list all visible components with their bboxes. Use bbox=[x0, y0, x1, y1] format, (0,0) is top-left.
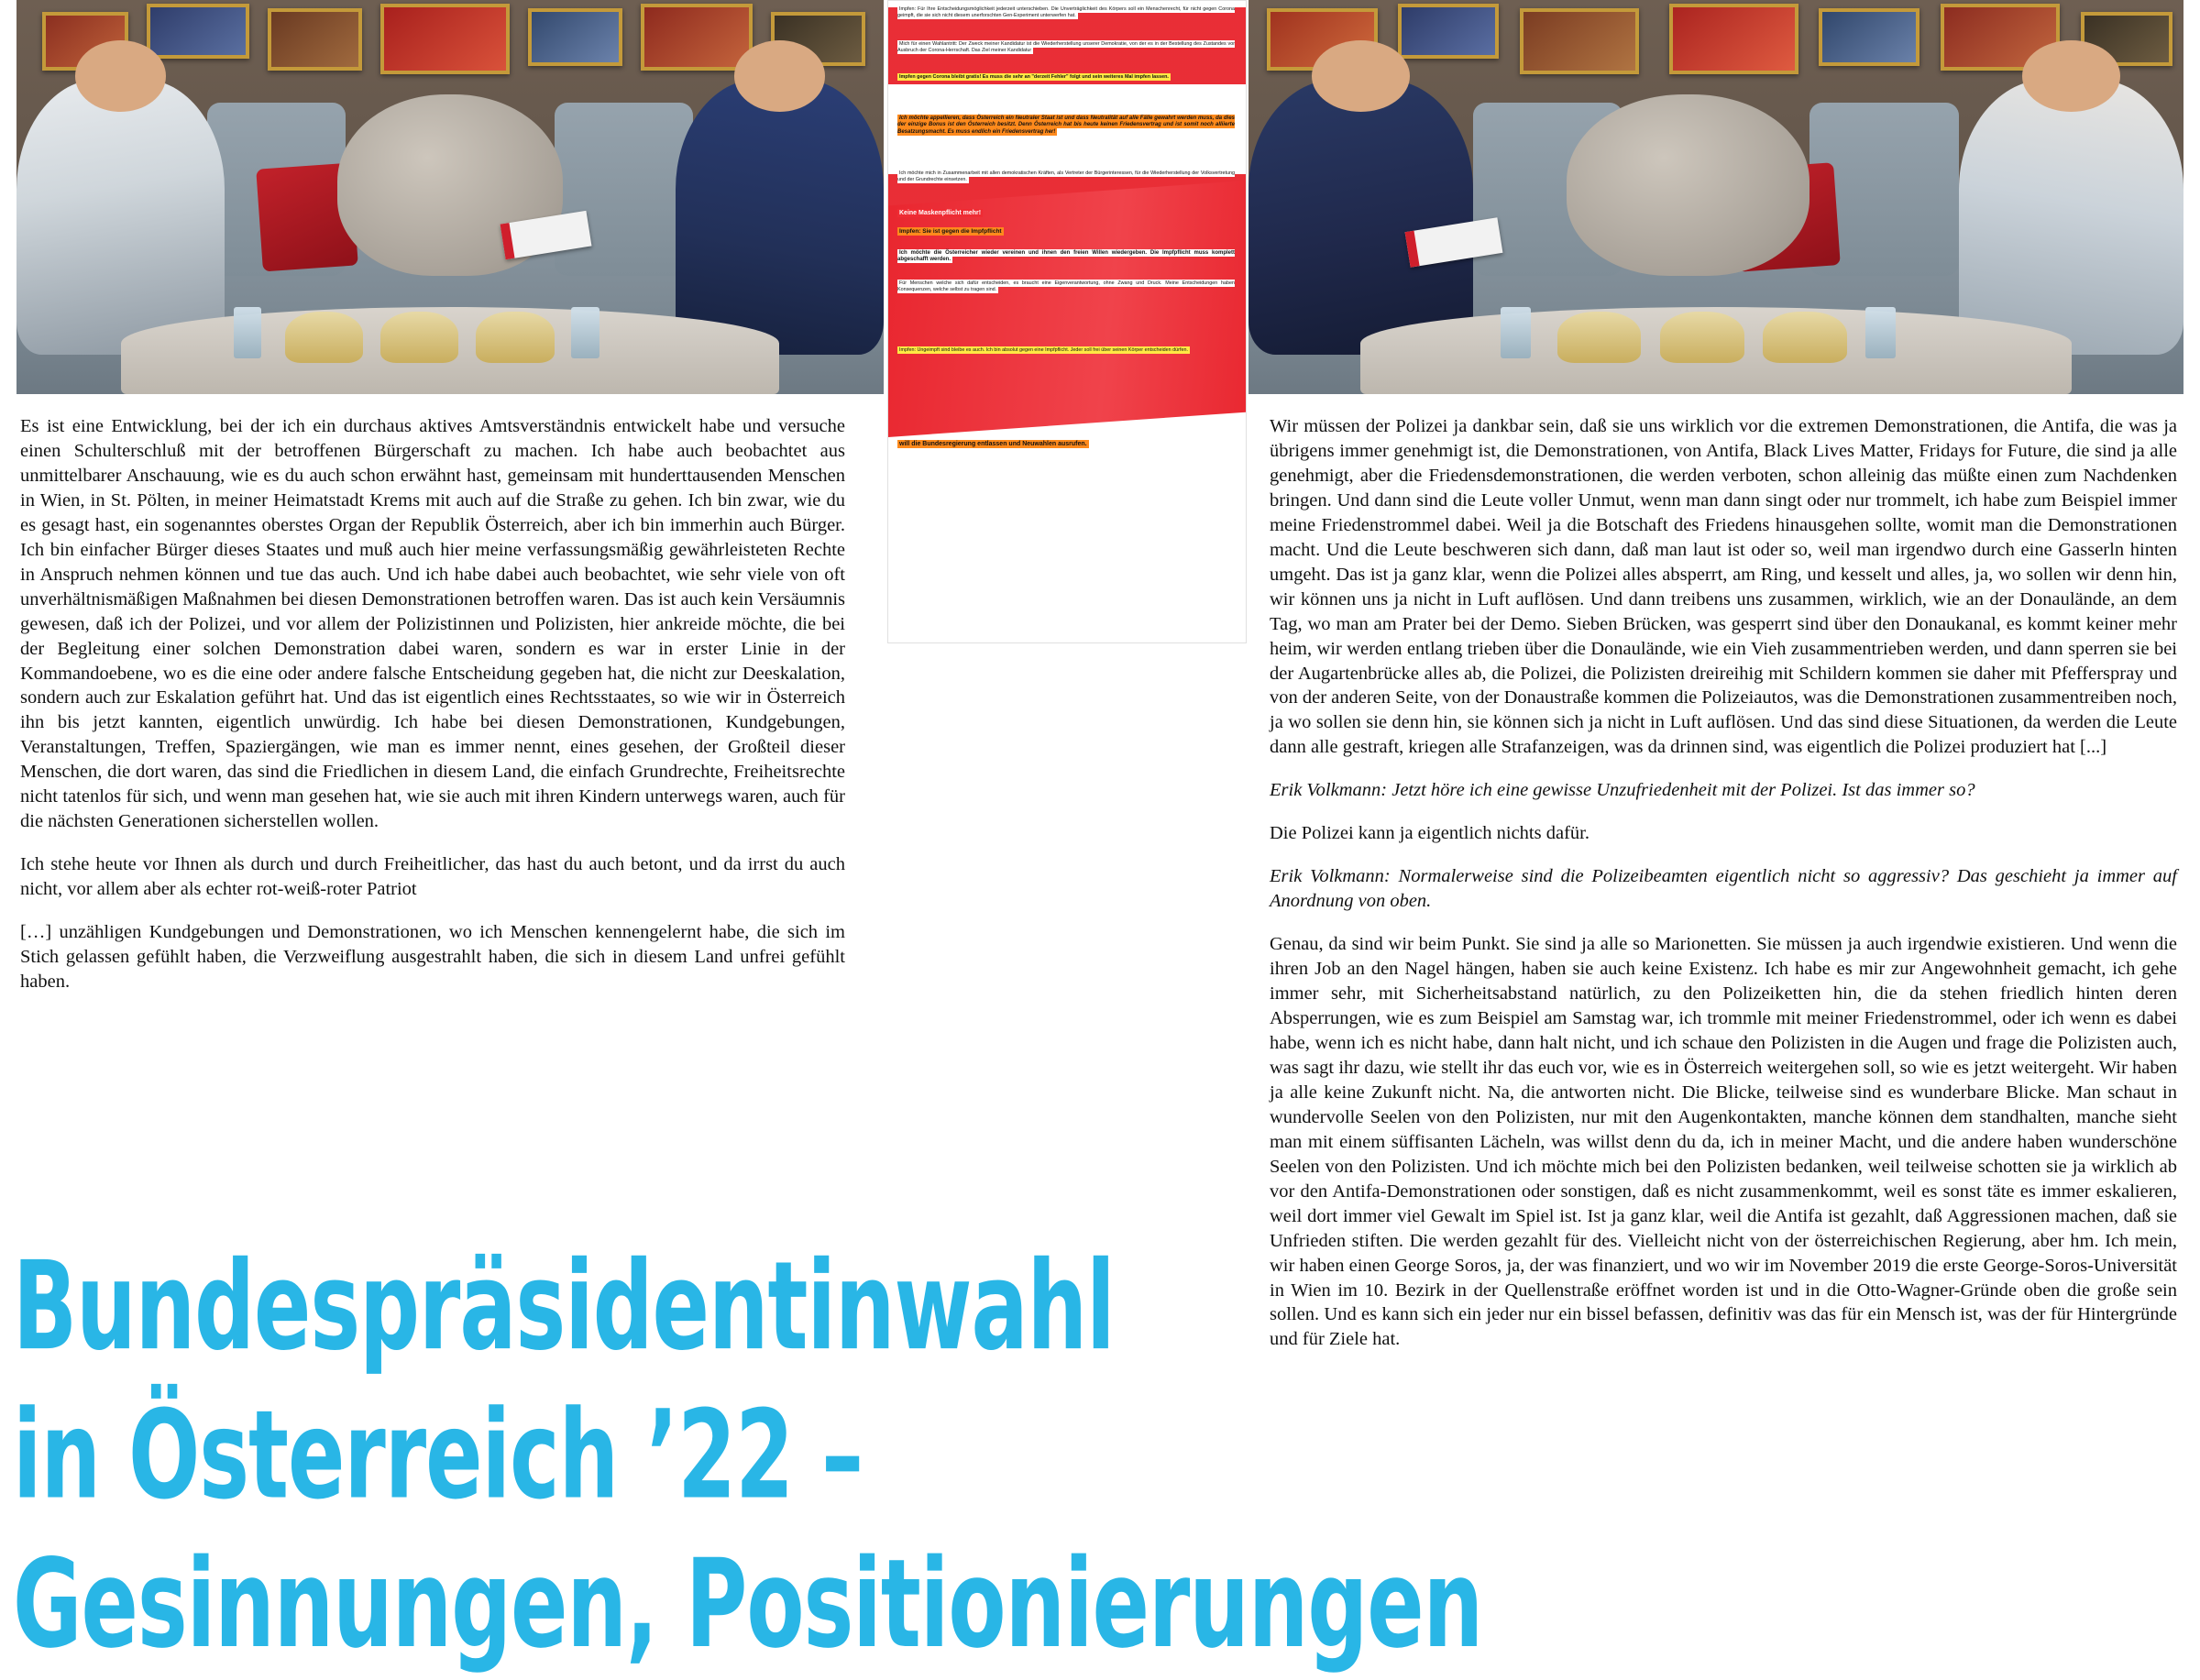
interviewer-question: Erik Volkmann: Jetzt höre ich eine gewisse Unzufriedenheit mit der Polizei. Ist das immer so? bbox=[1270, 780, 1975, 801]
picture-frame bbox=[528, 8, 622, 67]
tea-set bbox=[285, 312, 363, 363]
flyer-text: Ich möchte mich in Zusammenarbeit mit allen demokratischen Kräften, als Vertreter der Bürgerinteressen, für die Wiederherstellung der Volksvertretung und der Grundrechte einsetzen. bbox=[897, 170, 1235, 182]
flyer-scan bbox=[887, 0, 1247, 643]
paragraph: Wir müssen der Polizei ja dankbar sein, daß sie uns wirklich vor die extremen Demonstrationen, die Antifa, die was ja übrigens immer genehmigt ist, die Demonstrationen, von Antifa, Black Lives Matter, Fridays for Future, die sind ja alle genehmigt, aber die Friedensdemonstrationen, die werden verboten, schon alleinig das müßte einen zum Nachdenken bringen. Und dann sind die Leute voller Unmut, wenn man dann singt oder nur trommelt, ich habe zum Beispiel immer meine Friedenstrommel dabei. Weil ja die Botschaft des Friedens hinausgehen sollte, womit man die Demonstrationen macht. Und die Leute beschweren sich dann, daß man laut ist oder so, weil man irgendwo durch eine Gasserln hinten umgeht. Das ist ja ganz klar, wenn die Polizei alles absperrt, am Ring, und kesselt und alles, ja, wo sollen wir denn hin, wir können uns ja nicht in Luft auflösen. Und dann treibens uns zusammen, wirklich, wie an der Donaulände, an dem Tag, wo man am Prater bei der Demo. Sieben Brücken, was gesperrt sind über den Donaukanal, es kommt keiner mehr heim, wir werden entlang trieben über die Donaulände, wie ein Vieh zusammentrieben werden, und dann sperren sie bei der Augartenbrücke alles ab, die Polizei, die Polizisten dreireihig mit Schildern kommen sie daher mit Pfefferspray und von der anderen Seite, von der Donaustraße kommen die Polizeiautos, was die Demonstrationen zusammentreiben noch, ja wo sollen sie denn hin, sie können sich ja nicht in Luft auflösen. Und das sind diese Situationen, da werden die Leute dann alle gestraft, kriegen alle Strafanzeigen, was da drinnen sind, was eigentlich die Polizei produziert hat [...] bbox=[1270, 416, 2177, 758]
water-glass bbox=[1501, 307, 1531, 358]
paragraph: Es ist eine Entwicklung, bei der ich ein durchaus aktives Amtsverständnis entwickelt habe und versuche einen Schulterschluß mit der betroffenen Bürgerschaft zu machen. Ich habe auch beobachtet aus unmittelbarer Anschauung, wie es du auch schon erwähnt hast, gemeinsam mit hunderttausenden Menschen in Wien, in St. Pölten, in meiner Heimatstadt Krems mit auch auf die Straße zu gehen. Ich bin zwar, wie du es gesagt hast, ein sogenanntes oberstes Organ der Republik Österreich, aber ich bin immerhin auch Bürger. Ich bin einfacher Bürger dieses Staates und muß auch hier meine verfassungsmäßig gewährleisteten Rechte in Anspruch nehmen können und tue das auch. Und ich habe dabei auch beobachtet, wie sehr viele von oft unverhältnismäßigen Maßnahmen bei diesen Demonstrationen betroffen waren. Das ist auch kein Versäumnis gewesen, daß ich der Polizei, und vor allem der Polizistinnen und Polizisten, hier ankreide möchte, die bei der Begleitung einer solchen Demonstration dabei waren, sondern es war in erster Linie in der Kommandoebene, wo es die eine oder andere falsche Entscheidung gegeben hat, die nicht zur Deeskalation, sondern auch zur Eskalation geführt hat. Und das ist eigentlich eines Rechtsstaates, so wie wir in Österreich ihn bis jetzt kannten, eigentlich unwürdig. Ich habe bei diesen Demonstrationen, Kundgebungen, Veranstaltungen, Treffen, Spaziergängen, wie man es immer nennt, eines gesehen, der Großteil dieser Menschen, die dort waren, das sind die Friedlichen in diesem Land, die einfach Grundrechte, Freiheitsrechte nicht tatenlos für sich, und wenn man gesehen hat, wie sie auch mit ihren Kindern unterwegs waren, auch für die nächsten Generationen sicherstellen wollen. bbox=[20, 416, 845, 832]
headline-line-3: Gesinnungen, Positionierungen bbox=[13, 1533, 1483, 1676]
flyer-text-highlight-yellow: Impfen gegen Corona bleibt gratis! Es muss die sehr an "derzeit Fehler" folgt und sein weiteres Mal impfen lassen. bbox=[899, 74, 1169, 80]
tea-set bbox=[1557, 312, 1642, 363]
interviewer-question: Erik Volkmann: Normalerweise sind die Polizeibeamten eigentlich nicht so aggressiv? Das geschieht ja immer auf Anordnung von oben. bbox=[1270, 866, 2177, 912]
page-title bbox=[13, 1233, 1483, 1680]
flyer-block bbox=[897, 170, 1235, 182]
head bbox=[734, 40, 826, 112]
scene-graphic-left bbox=[16, 0, 884, 394]
flyer-text: Für Menschen welche sich dafür entscheiden, es braucht eine Eigenverantwortung, ohne Zwang und Druck. Meine Entscheidungen haben Konsequenzen, welche selbst zu tragen sind. bbox=[897, 280, 1235, 292]
interview-scene-left bbox=[16, 0, 884, 394]
flyer-text-highlight-orange: will die Bundesregierung entlassen und Neuwahlen ausrufen. bbox=[899, 441, 1087, 447]
flyer-text: Impfen: Für Ihre Entscheidungsmöglichkeit jederzeit unterschieben. Die Unverträglichkeit des Körpers soll ein Menschenrecht, für nicht gegen Corona geimpft, die sie sich nicht diesem unerforschten Gen-Experiment unterwerfen hat. bbox=[897, 6, 1235, 18]
flyer-block bbox=[897, 74, 1235, 81]
flyer-text-highlight-orange: Impfen: Sie ist gegen die Impfpflicht bbox=[899, 228, 1002, 235]
flyer-text: Ich möchte die Österreicher wieder vereinen und ihnen den freien Willen wiedergeben. Die Impfpflicht muss komplett abgeschafft werden. bbox=[897, 250, 1235, 263]
flyer-block bbox=[897, 280, 1235, 292]
flyer-text-highlight-orange: Ich möchte appellieren, dass Österreich ein Neutraler Staat ist und dass Neutralität auf alle Fälle gewahrt werden muss, da dies der einzige Bonus ist den Österreich besitzt. Denn Österreich hat bis heute keinen Friedensvertrag und ist somit noch alliierte Besatzungsmacht. Es muss endlich ein Friedensvertrag her! bbox=[897, 115, 1235, 135]
right-text-column bbox=[1270, 414, 2177, 1370]
flyer-block bbox=[897, 6, 1235, 18]
picture-frame bbox=[1520, 8, 1639, 75]
head bbox=[1312, 40, 1411, 112]
flyer-text: Mich für einen Wahlantritt: Der Zweck meiner Kandidatur ist die Wiederherstellung unserer Demokratie, von der es in der Bestellung des Zustandes vor Ausbruch der Corona-Herrschaft. Das Ziel meiner Kandidatur bbox=[897, 41, 1235, 53]
left-text-column bbox=[20, 414, 845, 1013]
picture-frame bbox=[268, 8, 362, 71]
picture-frame bbox=[641, 4, 753, 71]
cushion bbox=[555, 103, 693, 276]
water-glass bbox=[571, 307, 599, 358]
headline-line-1: Bundespräsidentinwahl bbox=[13, 1235, 1115, 1378]
elephant-plush bbox=[1567, 94, 1810, 276]
picture-frame bbox=[1669, 4, 1798, 74]
picture-frame bbox=[147, 4, 249, 59]
paragraph: Genau, da sind wir beim Punkt. Sie sind ja alle so Marionetten. Sie müssen ja auch irgendwie existieren. Und wenn die ihren Job an den Nagel hängen, haben sie auch keine Existenz. Ich habe es mir zur Angewohnheit gemacht, ich gehe immer sehr, mit Sicherheitsabstand natürlich, zu den Polizeiketten hin, die da stehen friedlich hinten deren Absperrungen, wie es zum Beispiel am Samstag war, ich trommle mit meiner Friedenstrommel, oder ich wenn es dabei habe, wenn ich es nicht habe, dann halt nicht, und ich schaue den Polizisten in die Augen und frage die Polizisten auch, was sagt ihr dazu, wie stellt ihr das euch vor, wie es in Österreich weitergehen soll, so wie es jetzt weitergeht. Wir haben ja alle keine Zukunft nicht. Na, die antworten nicht. Die Blicke, teilweise sind es wunderbare Blicke. Man schaut in wundervolle Seelen von den Polizisten, nur mit den Augenkontakten, manche können dem standhalten, manche sieht man mit einem süffisanten Lächeln, was willst denn du da, ich in meiner Macht, und die andere haben wunderschöne Seelen von den Polizisten. Und ich möchte mich bei den Polizisten bedanken, weil teilweise schotten sie ja wirklich ab vor den Antifa-Demonstrationen oder sonstigen, daß es nicht zusammenkommt, weil es sonst täte es immer eskalieren, weil dort immer viel Gewalt im Spiel ist. Ist ja ganz klar, weil die Antifa ist gezahlt, daß Aggressionen machen, daß sie Unfrieden stiften. Die werden gezahlt für des. Vielleicht nicht von der österreichischen Regierung, aber hm. Ich mein, wir haben einen George Soros, ja, der was finanziert, und wo wir im November 2019 die erste George-Soros-Universität in Wien im 10. Bezirk in der Quellenstraße eröffnet worden ist und in die Otto-Wagner-Gründe oben die große sein sollen. Und es kann sich ein jeder nur ein bissel befassen, definitiv was das für ein Mensch ist, was der für Hintergründe und für Ziele hat. bbox=[1270, 934, 2177, 1350]
tea-set bbox=[1763, 312, 1847, 363]
flyer-block bbox=[897, 228, 1235, 236]
picture-frame bbox=[1819, 8, 1920, 67]
paragraph: Ich stehe heute vor Ihnen als durch und durch Freiheitlicher, das hast du auch betont, und da irrst du auch nicht, vor allem aber als echter rot-weiß-roter Patriot bbox=[20, 854, 845, 900]
flyer-block bbox=[897, 115, 1235, 136]
flyer-text-highlight-yellow: Impfen: Ungeimpft sind bleibe es auch. Ich bin absolut gegen eine Impfpflicht. Jeder soll frei über seinen Körper entscheiden dürfen. bbox=[899, 347, 1188, 353]
image-strip bbox=[0, 0, 2200, 447]
headline-line-2: in Österreich ’22 – bbox=[13, 1384, 864, 1527]
person-right bbox=[1959, 79, 2184, 355]
flyer-block bbox=[897, 41, 1235, 53]
tea-set bbox=[380, 312, 458, 363]
flyer-block bbox=[897, 250, 1235, 264]
flyer-text-highlight-red: Keine Maskenpflicht mehr! bbox=[899, 210, 982, 216]
head bbox=[2022, 40, 2121, 112]
picture-frame bbox=[380, 4, 509, 74]
person-right bbox=[676, 79, 884, 355]
tea-set bbox=[476, 312, 554, 363]
paragraph: […] unzähligen Kundgebungen und Demonstrationen, wo ich Menschen kennengelernt habe, die sich im Stich gelassen gefühlt haben, die Verzweiflung ausgestrahlt haben, die sich in diesem Land unfrei gefühlt haben. bbox=[20, 922, 845, 993]
water-glass bbox=[1865, 307, 1896, 358]
interview-scene-right bbox=[1248, 0, 2184, 394]
person-left bbox=[16, 79, 225, 355]
head bbox=[75, 40, 167, 112]
person-left bbox=[1248, 79, 1473, 355]
flyer-block bbox=[897, 441, 1235, 449]
flyer-block bbox=[897, 347, 1235, 354]
flyer-block bbox=[897, 210, 1235, 218]
red-diagonal-band bbox=[887, 180, 1247, 438]
tea-set bbox=[1660, 312, 1744, 363]
scene-graphic-right bbox=[1248, 0, 2184, 394]
paragraph: Die Polizei kann ja eigentlich nichts dafür. bbox=[1270, 823, 1590, 844]
water-glass bbox=[234, 307, 261, 358]
picture-frame bbox=[1398, 4, 1499, 59]
